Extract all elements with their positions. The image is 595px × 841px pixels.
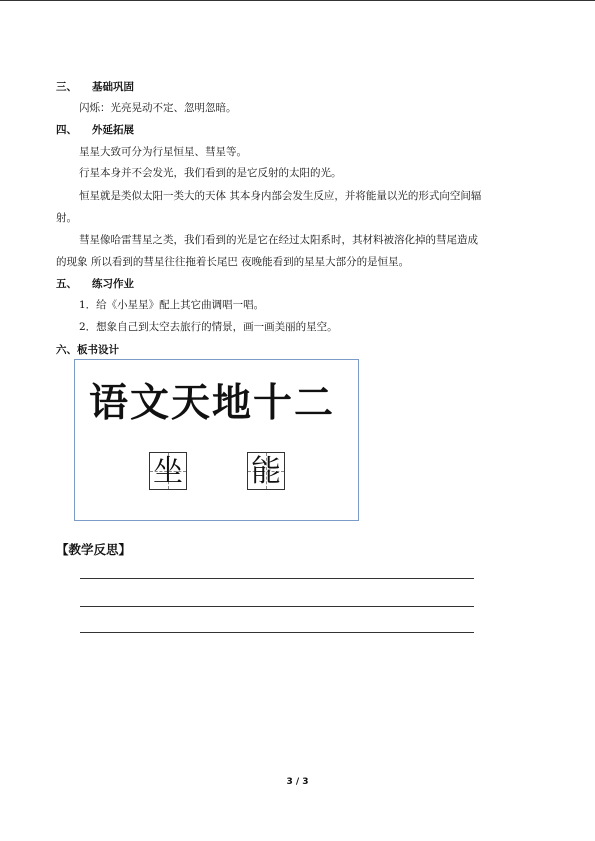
paragraph-fixed-stars-line2: 射。 <box>56 212 77 224</box>
section-number: 三、 <box>56 81 77 93</box>
reflection-title: 【教学反思】 <box>56 542 132 557</box>
section-number: 四、 <box>56 124 77 136</box>
homework-item-2: 2．想象自己到太空去旅行的情景，画一画美丽的星空。 <box>79 321 338 333</box>
paragraph-star-types: 星星大致可分为行星恒星、彗星等。 <box>79 146 247 158</box>
paragraph-planets: 行星本身并不会发光，我们看到的是它反射的太阳的光。 <box>79 167 342 179</box>
section-heading-6: 六、板书设计 <box>56 344 119 356</box>
paragraph-flicker-definition: 闪烁：光亮晃动不定、忽明忽暗。 <box>79 102 237 114</box>
section-heading-5 <box>56 277 134 291</box>
section-heading-3 <box>56 80 134 94</box>
writing-line-2[interactable] <box>80 606 474 607</box>
section-number: 五、 <box>56 278 77 290</box>
paragraph-comets-line2: 的现象 所以看到的彗星往往拖着长尾巴 夜晚能看到的星星大部分的是恒星。 <box>56 256 410 268</box>
blackboard-design-box <box>74 359 359 521</box>
paragraph-comets-line1: 彗星像哈雷彗星之类，我们看到的光是它在经过太阳系时，其材料被溶化掉的彗尾造成 <box>79 234 478 246</box>
section-title: 练习作业 <box>92 278 134 290</box>
section-title: 基础巩固 <box>92 81 134 93</box>
paragraph-fixed-stars-line1: 恒星就是类似太阳一类大的天体 其本身内部会发生反应，并将能量以光的形式向空间辐 <box>79 190 482 202</box>
writing-line-3[interactable] <box>80 632 474 633</box>
top-border <box>0 0 595 1</box>
writing-line-1[interactable] <box>80 578 474 579</box>
tianzige-cell-2 <box>247 452 285 490</box>
homework-item-1: 1．给《小星星》配上其它曲调唱一唱。 <box>79 299 265 311</box>
section-title: 外延拓展 <box>92 124 134 136</box>
board-title: 语文天地十二 <box>89 380 336 426</box>
board-char: 坐 <box>153 454 183 489</box>
page-number: 3 / 3 <box>286 777 309 787</box>
board-char: 能 <box>251 454 281 489</box>
section-heading-4 <box>56 123 134 137</box>
tianzige-cell-1 <box>149 452 187 490</box>
